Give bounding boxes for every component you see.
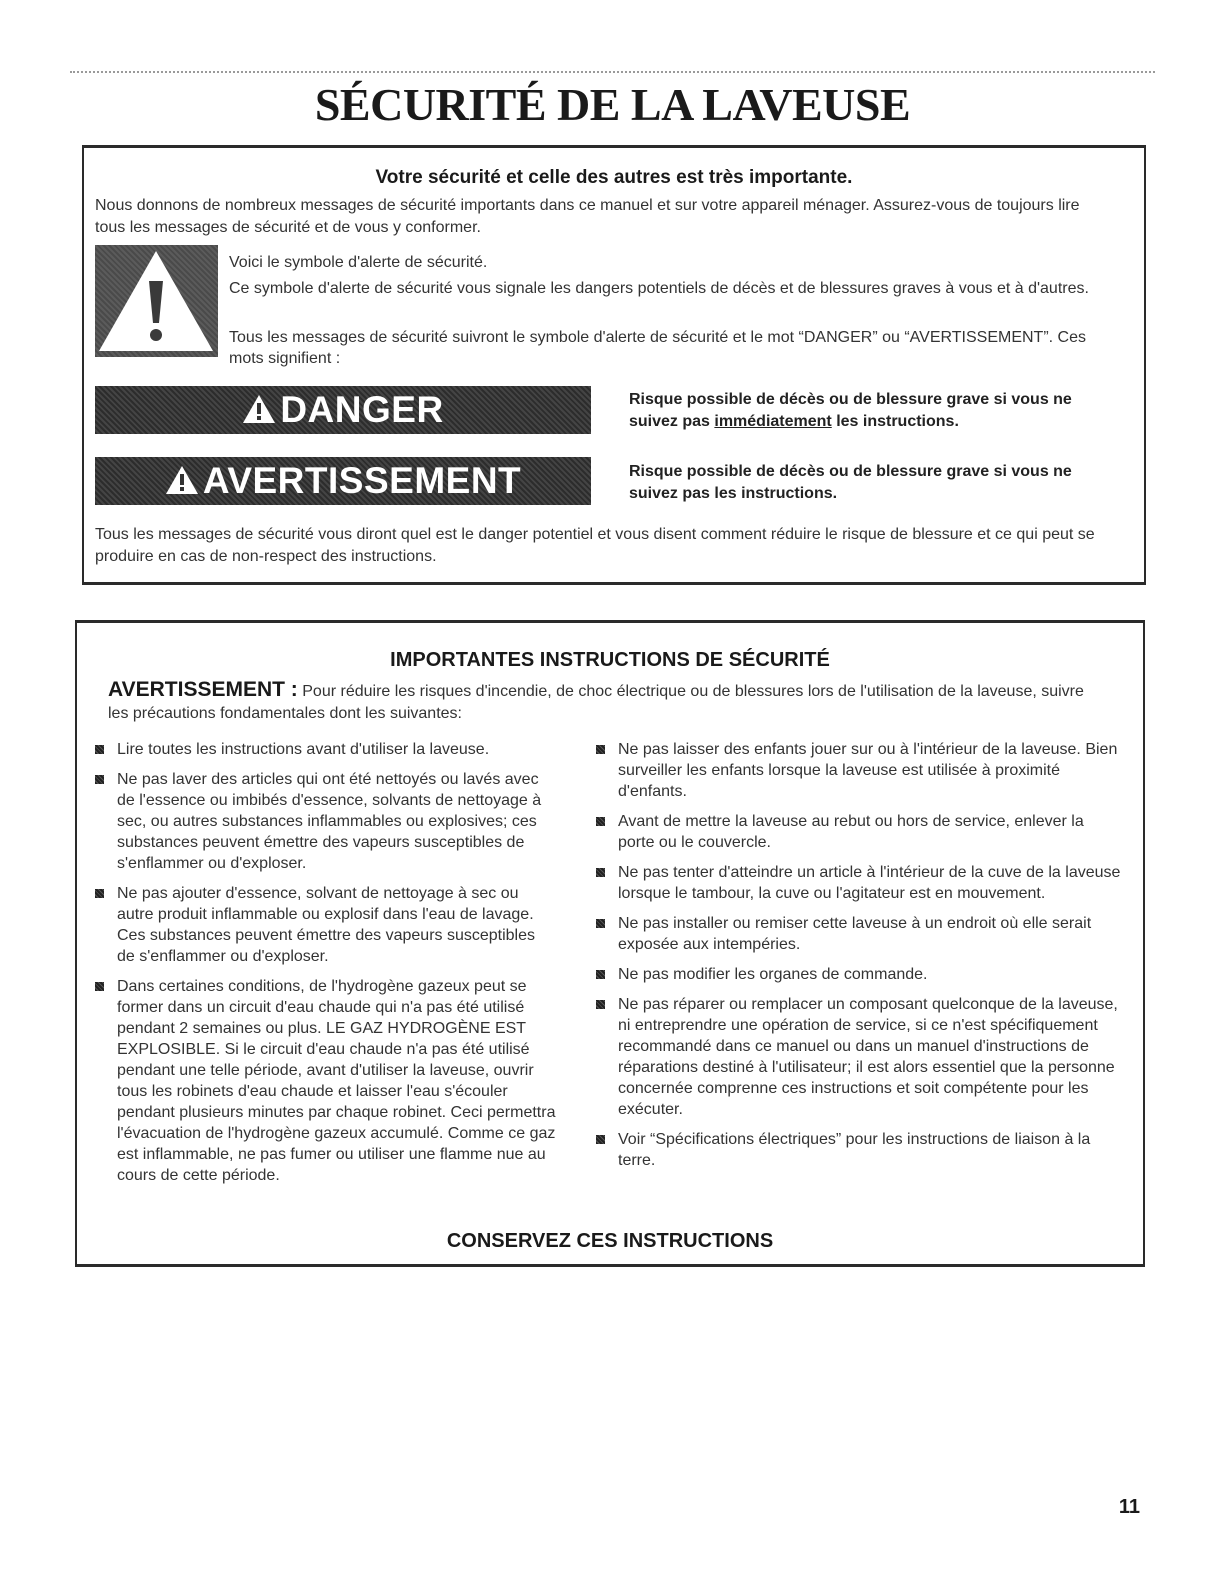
- instructions-warning: [108, 679, 1103, 725]
- bullet-icon: [596, 1135, 605, 1144]
- instructions-footer: CONSERVEZ CES INSTRUCTIONS: [446, 1230, 774, 1252]
- bullet-icon: [95, 982, 104, 991]
- danger-description: Risque possible de décès ou de blessure grave si vous ne suivez pas immédiatement les instructions.: [629, 391, 1072, 430]
- safety-outro: Tous les messages de sécurité vous diront quel est le danger potentiel et vous disent comment réduire le risque de blessure et ce qui peut se produire en cas de non-respect des instructions.: [95, 526, 1095, 565]
- list-item: Dans certaines conditions, de l'hydrogène gazeux peut se former dans un circuit d'eau chaude qui n'a pas été utilisé pendant 2 semaines ou plus. LE GAZ HYDROGÈNE EST EXPLOSIBLE. Si le circuit d'eau chaude n'a pas été utilisé pendant une telle période, avant d'utiliser la laveuse, ouvrir tous les robinets d'eau chaude et laisser l'eau s'écouler pendant plusieurs minutes par chaque robinet. Ceci permettra l'évacuation de l'hydrogène gazeux accumulé. Comme ce gaz est inflammable, ne pas fumer ou utiliser une flamme nue au cours de cette période.: [92, 976, 557, 1186]
- bullet-icon: [95, 889, 104, 898]
- bullet-icon: [596, 1000, 605, 1009]
- list-item: Ne pas réparer ou remplacer un composant quelconque de la laveuse, ni entreprendre une opération de service, si ce n'est spécifiquement recommandé dans ce manuel ou dans un manuel d'instructions de réparations destiné à l'utilisateur; il est alors essentiel que la personne concernée comprenne ces instructions et soit compétente pour les exécuter.: [593, 994, 1123, 1120]
- warning-lead: AVERTISSEMENT :: [108, 678, 298, 701]
- list-item: Ne pas ajouter d'essence, solvant de nettoyage à sec ou autre produit inflammable ou explosif dans l'eau de lavage. Ces substances peuvent émettre des vapeurs susceptibles de s'enflammer ou d'exploser.: [92, 883, 557, 967]
- list-item: Voir “Spécifications électriques” pour les instructions de liaison à la terre.: [593, 1129, 1123, 1171]
- list-item: Ne pas laisser des enfants jouer sur ou à l'intérieur de la laveuse. Bien surveiller les enfants lorsque la laveuse est utilisée à proximité d'enfants.: [593, 739, 1123, 802]
- safety-message-box: [82, 145, 1146, 585]
- top-dotted-rule: [70, 71, 1155, 73]
- page-title: SÉCURITÉ DE LA LAVEUSE: [314, 79, 911, 130]
- instructions-heading: IMPORTANTES INSTRUCTIONS DE SÉCURITÉ: [390, 649, 830, 671]
- list-item: Ne pas installer ou remiser cette laveuse à un endroit où elle serait exposée aux intempéries.: [593, 913, 1123, 955]
- safety-heading: Votre sécurité et celle des autres est très importante.: [375, 167, 853, 188]
- list-item: Lire toutes les instructions avant d'utiliser la laveuse.: [92, 739, 557, 760]
- bullet-icon: [596, 745, 605, 754]
- warning-alert-icon: [165, 459, 199, 507]
- safety-intro: Nous donnons de nombreux messages de sécurité importants dans ce manuel et sur votre appareil ménager. Assurez-vous de toujours lire tous les messages de sécurité et de vous y conformer.: [95, 197, 1080, 236]
- list-item: Ne pas tenter d'atteindre un article à l'intérieur de la cuve de la laveuse lorsque le tambour, la cuve ou l'agitateur est en mouvement.: [593, 862, 1123, 904]
- instructions-box: [75, 620, 1145, 1267]
- bullet-icon: [596, 868, 605, 877]
- list-item: Ne pas modifier les organes de commande.: [593, 964, 1123, 985]
- danger-signal-banner: [95, 386, 591, 434]
- list-item: Avant de mettre la laveuse au rebut ou hors de service, enlever la porte ou le couvercle.: [593, 811, 1123, 853]
- bullet-icon: [95, 775, 104, 784]
- warning-text: Pour réduire les risques d'incendie, de choc électrique ou de blessures lors de l'utilisation de la laveuse, suivre les précautions fondamentales dont les suivantes:: [108, 683, 1084, 722]
- danger-label: DANGER: [280, 389, 444, 430]
- symbol-line-3: Tous les messages de sécurité suivront le symbole d'alerte de sécurité et le mot “DANGER” ou “AVERTISSEMENT”. Ces mots signifient :: [229, 329, 1086, 367]
- instructions-left-column: [92, 739, 557, 1195]
- bullet-icon: [596, 817, 605, 826]
- danger-emphasis: immédiatement: [714, 413, 832, 430]
- symbol-line-1: Voici le symbole d'alerte de sécurité.: [229, 254, 488, 271]
- bullet-icon: [596, 970, 605, 979]
- danger-alert-icon: [242, 388, 276, 436]
- bullet-icon: [95, 745, 104, 754]
- instructions-right-column: [593, 739, 1123, 1180]
- warning-description: Risque possible de décès ou de blessure grave si vous ne suivez pas les instructions.: [629, 463, 1072, 502]
- safety-alert-triangle-icon: [95, 245, 218, 357]
- symbol-line-2: Ce symbole d'alerte de sécurité vous signale les dangers potentiels de décès et de blessures graves à vous et à d'autres.: [229, 280, 1089, 297]
- bullet-icon: [596, 919, 605, 928]
- warning-label: AVERTISSEMENT: [202, 460, 522, 501]
- page-number: 11: [1118, 1496, 1140, 1518]
- list-item: Ne pas laver des articles qui ont été nettoyés ou lavés avec de l'essence ou imbibés d'essence, solvants de nettoyage à sec, ou autres substances inflammables ou explosives; ces substances peuvent émettre des vapeurs susceptibles de s'enflammer ou d'exploser.: [92, 769, 557, 874]
- warning-signal-banner: [95, 457, 591, 505]
